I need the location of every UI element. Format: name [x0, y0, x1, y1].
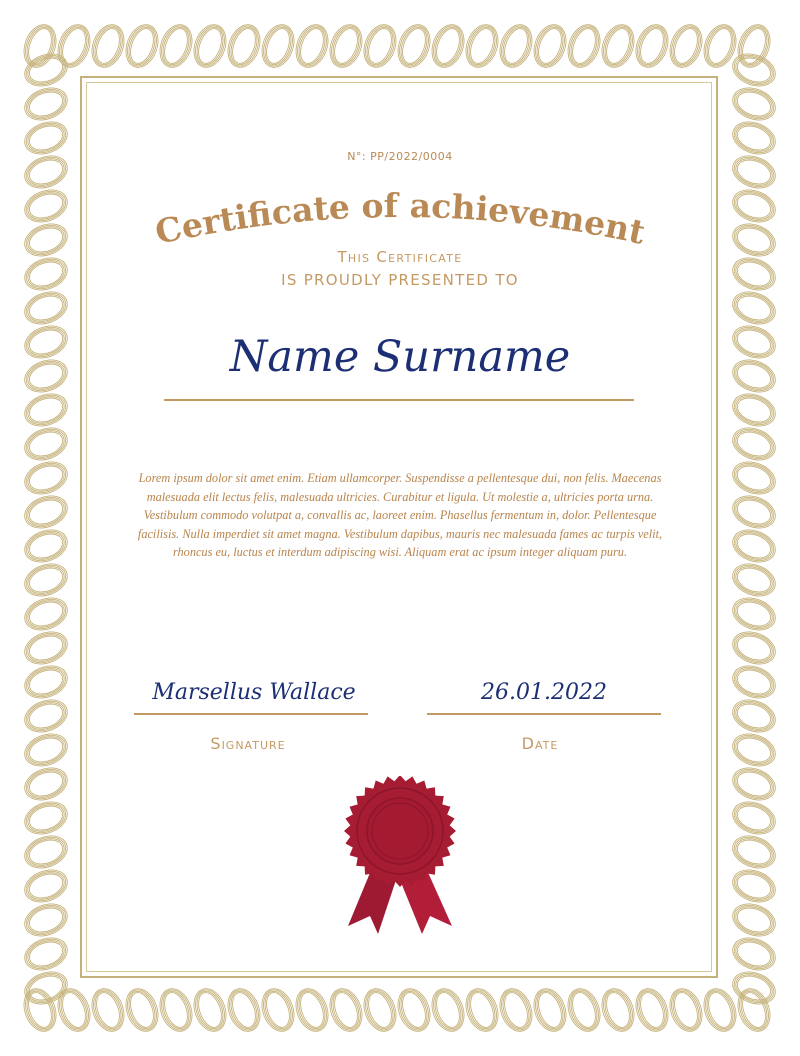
- border-loop: [52, 984, 95, 1036]
- border-loop: [630, 984, 673, 1036]
- signature-value: Marsellus Wallace: [152, 680, 356, 705]
- border-loop: [120, 20, 163, 72]
- border-loop: [20, 82, 72, 125]
- border-loop: [20, 388, 72, 431]
- svg-text:Certificate of achievement: [152, 186, 649, 252]
- border-loop: [20, 490, 72, 533]
- border-loop: [596, 984, 639, 1036]
- border-loop: [392, 984, 435, 1036]
- border-loop: [20, 966, 72, 1009]
- recipient-name-underline: [164, 399, 634, 401]
- border-loop: [120, 984, 163, 1036]
- border-loop: [460, 984, 503, 1036]
- border-loop: [20, 932, 72, 975]
- border-loop: [494, 20, 537, 72]
- border-loop: [728, 286, 780, 329]
- border-loop: [728, 932, 780, 975]
- border-loop: [20, 694, 72, 737]
- border-loop: [460, 20, 503, 72]
- border-loop: [20, 184, 72, 227]
- border-loop: [20, 796, 72, 839]
- border-loop: [20, 864, 72, 907]
- signature-line: [134, 713, 368, 715]
- border-loop: [728, 694, 780, 737]
- border-loop: [728, 82, 780, 125]
- border-loop: [664, 20, 707, 72]
- border-loop: [20, 898, 72, 941]
- border-loop: [86, 984, 129, 1036]
- border-loop: [324, 984, 367, 1036]
- border-loop: [188, 984, 231, 1036]
- seal-icon: [338, 776, 462, 946]
- border-loop: [188, 20, 231, 72]
- border-loop: [728, 490, 780, 533]
- border-loop: [728, 796, 780, 839]
- border-loop: [728, 830, 780, 873]
- border-loop: [154, 20, 197, 72]
- border-loop: [256, 20, 299, 72]
- border-loop: [494, 984, 537, 1036]
- border-loop: [18, 20, 61, 72]
- border-loop: [596, 20, 639, 72]
- border-loop: [728, 966, 780, 1009]
- border-loop: [20, 422, 72, 465]
- border-loop: [20, 762, 72, 805]
- border-loop: [324, 20, 367, 72]
- border-loop: [728, 48, 780, 91]
- border-loop: [728, 898, 780, 941]
- border-loop: [664, 984, 707, 1036]
- border-loop: [728, 592, 780, 635]
- border-loop: [728, 728, 780, 771]
- subtitle-line-1: This Certificate: [337, 248, 463, 266]
- border-loop: [562, 20, 605, 72]
- border-loop: [728, 660, 780, 703]
- border-loop: [290, 20, 333, 72]
- border-loop: [358, 984, 401, 1036]
- border-loop: [222, 984, 265, 1036]
- subtitle-line-2: IS PROUDLY PRESENTED TO: [281, 271, 519, 289]
- border-loop: [728, 762, 780, 805]
- border-loop: [52, 20, 95, 72]
- border-loop: [728, 388, 780, 431]
- border-loop: [20, 728, 72, 771]
- certificate-body-text: Lorem ipsum dolor sit amet enim. Etiam ullamcorper. Suspendisse a pellentesque dui, non felis. Maecenas malesuada elit lectus felis, malesuada ultricies. Curabitur et ligula. Ut molestie a, ultricies porta urna. Vestibulum commodo volutpat a, convallis ac, laoreet enim. Phasellus fermentum in, dolor. Pellentesque facilisis. Nulla imperdiet sit amet magna. Vestibulum dapibus, mauris nec malesuada fames ac turpis velit, rhoncus eu, luctus et interdum adipiscing wisi. Aliquam erat ac ipsum integer aliquam puru.: [137, 471, 663, 559]
- border-loop: [256, 984, 299, 1036]
- border-loop: [20, 456, 72, 499]
- border-loop: [20, 830, 72, 873]
- date-line: [427, 713, 661, 715]
- border-loop: [728, 524, 780, 567]
- border-loop: [728, 422, 780, 465]
- border-loop: [392, 20, 435, 72]
- border-loop: [20, 524, 72, 567]
- date-value: 26.01.2022: [481, 680, 607, 705]
- border-loop: [728, 864, 780, 907]
- border-loop: [20, 286, 72, 329]
- border-loop: [222, 20, 265, 72]
- certificate-title-text: Certificate of achievement: [151, 185, 649, 252]
- border-loop: [86, 20, 129, 72]
- border-loop: [358, 20, 401, 72]
- border-loop: [698, 20, 741, 72]
- signature-label: Signature: [210, 734, 286, 753]
- border-loop: [290, 984, 333, 1036]
- border-loop: [728, 626, 780, 669]
- border-loop: [426, 20, 469, 72]
- border-loop: [728, 184, 780, 227]
- border-loop: [20, 660, 72, 703]
- border-loop: [20, 592, 72, 635]
- border-loop: [728, 558, 780, 601]
- certificate-number: N°: PP/2022/0004: [347, 150, 453, 163]
- border-loop: [20, 558, 72, 601]
- border-loop: [630, 20, 673, 72]
- border-loop: [20, 48, 72, 91]
- recipient-name: Name Surname: [229, 332, 571, 382]
- border-loop: [562, 984, 605, 1036]
- border-loop: [528, 20, 571, 72]
- border-loop: [20, 626, 72, 669]
- date-label: Date: [521, 734, 559, 753]
- border-loop: [154, 984, 197, 1036]
- border-loop: [426, 984, 469, 1036]
- border-loop: [728, 456, 780, 499]
- border-loop: [528, 984, 571, 1036]
